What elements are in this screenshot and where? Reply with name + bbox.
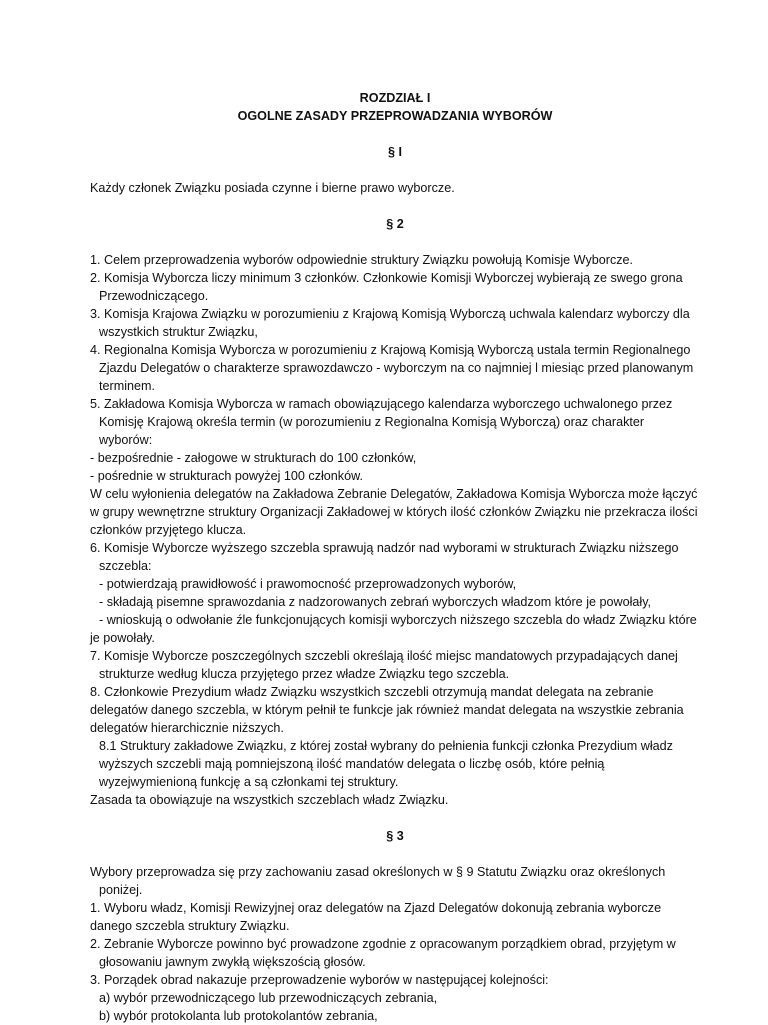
paragraph: Zasada ta obowiązuje na wszystkich szczeblach władz Związku. <box>90 793 449 807</box>
section-3-body <box>90 863 700 1025</box>
paragraph: Wybory przeprowadza się przy zachowaniu zasad określonych w § 9 Statutu Związku oraz określonych poniżej. <box>90 865 666 897</box>
list-item: - bezpośrednie - załogowe w strukturach do 100 członków, <box>90 451 417 465</box>
list-item: - potwierdzają prawidłowość i prawomocność przeprowadzonych wyborów, <box>99 577 517 591</box>
list-item: a) wybór przewodniczącego lub przewodniczących zebrania, <box>99 991 438 1005</box>
paragraph: 3. Porządek obrad nakazuje przeprowadzenie wyborów w następującej kolejności: <box>90 973 549 987</box>
paragraph: 4. Regionalna Komisja Wyborcza w porozumieniu z Krajową Komisją Wyborczą ustala termin Regionalnego Zjazdu Delegatów o charakterze sprawozdawczo - wyborczym na co najmniej l miesiąc przed planowanym terminem. <box>90 343 694 393</box>
paragraph: 5. Zakładowa Komisja Wyborcza w ramach obowiązującego kalendarza wyborczego uchwalonego przez Komisję Krajową określa termin (w porozumieniu z Regionalna Komisją Wyborczą) oraz charakter wyborów: <box>90 397 673 447</box>
section-3-heading: § 3 <box>386 829 404 843</box>
paragraph: W celu wyłonienia delegatów na Zakładowa Zebranie Delegatów, Zakładowa Komisja Wyborcza może łączyć w grupy wewnętrzne struktury Organizacji Zakładowej w których ilość członków Związku nie przekracza ilości członków przyjętego klucza. <box>90 487 698 537</box>
chapter-subtitle: OGOLNE ZASADY PRZEPROWADZANIA WYBORÓW <box>237 109 553 123</box>
paragraph: 2. Zebranie Wyborcze powinno być prowadzone zgodnie z opracowanym porządkiem obrad, przyjętym w głosowaniu jawnym zwykłą większością głosów. <box>90 937 676 969</box>
list-item: - pośrednie w strukturach powyżej 100 członków. <box>90 469 363 483</box>
paragraph: 1. Wyboru władz, Komisji Rewizyjnej oraz delegatów na Zjazd Delegatów dokonują zebrania wyborcze danego szczebla struktury Związku. <box>90 901 662 933</box>
list-item: - wnioskują o odwołanie źle funkcjonujących komisji wyborczych niższego szczebla do władz Związku które je powołały. <box>90 613 697 645</box>
section-1-heading: § I <box>387 145 402 159</box>
paragraph: 8.1 Struktury zakładowe Związku, z której został wybrany do pełnienia funkcji członka Prezydium władz wyższych szczebli mają pomniejszoną ilość mandatów delegata o liczbę osób, które pełnią wyzejwymienioną funkcję a są członkami tej struktury. <box>99 739 673 789</box>
section-2-heading: § 2 <box>386 217 404 231</box>
paragraph: 8. Członkowie Prezydium władz Związku wszystkich szczebli otrzymują mandat delegata na zebranie delegatów danego szczebla, w którym pełnił te funkcje jak również mandat delegata na wszystkie zebrania delegatów hierarchicznie niższych. <box>90 685 684 735</box>
paragraph: 7. Komisje Wyborcze poszczególnych szczebli określają ilość miejsc mandatowych przypadających danej strukturze według klucza przyjętego przez władze Związku tego szczebla. <box>90 649 678 681</box>
list-item: - składają pisemne sprawozdania z nadzorowanych zebrań wyborczych władzom które je powołały, <box>99 595 652 609</box>
section-2-body <box>90 251 700 809</box>
chapter-title: ROZDZIAŁ I <box>359 91 431 105</box>
paragraph: 1. Celem przeprowadzenia wyborów odpowiednie struktury Związku powołują Komisje Wyborcze. <box>90 253 634 267</box>
paragraph: 6. Komisje Wyborcze wyższego szczebla sprawują nadzór nad wyborami w strukturach Związku niższego szczebla: <box>90 541 679 573</box>
section-1-text: Każdy członek Związku posiada czynne i bierne prawo wyborcze. <box>90 181 455 195</box>
document-body <box>90 89 700 1025</box>
list-item: b) wybór protokolanta lub protokolantów zebrania, <box>99 1009 378 1023</box>
paragraph: 2. Komisja Wyborcza liczy minimum 3 członków. Członkowie Komisji Wyborczej wybierają ze swego grona Przewodniczącego. <box>90 271 683 303</box>
paragraph: 3. Komisja Krajowa Związku w porozumieniu z Krajową Komisją Wyborczą uchwala kalendarz wyborczy dla wszystkich struktur Związku, <box>90 307 690 339</box>
